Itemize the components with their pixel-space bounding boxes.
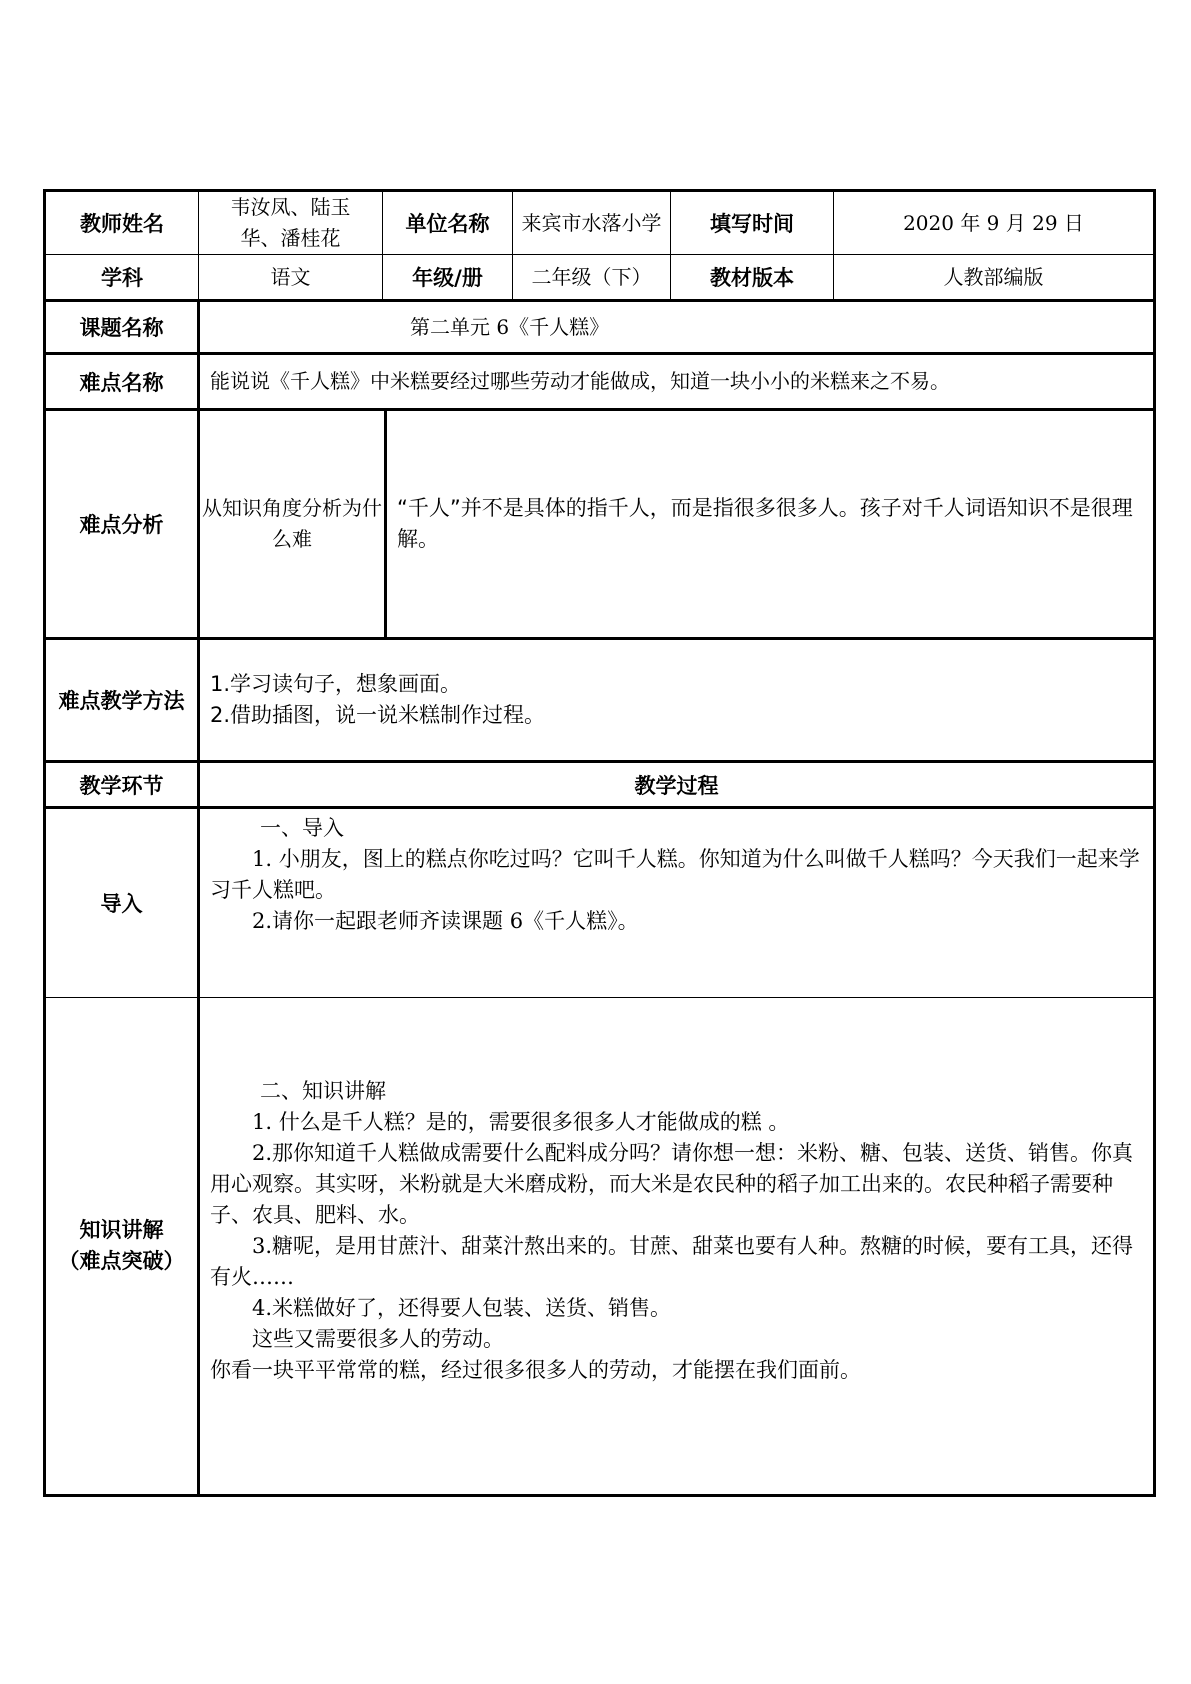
topic-label: 课题名称 — [45, 301, 199, 354]
lesson-plan-table — [43, 189, 1156, 1497]
unit-value: 来宾市水落小学 — [513, 191, 671, 255]
knowledge-title: 二、知识讲解 — [260, 1079, 386, 1103]
intro-paragraph: 2.请你一起跟老师齐读课题 6《千人糕》。 — [252, 909, 639, 933]
grade-value: 二年级（下） — [513, 255, 671, 301]
analysis-label: 难点分析 — [45, 410, 199, 639]
difficulty-value: 能说说《千人糕》中米糕要经过哪些劳动才能做成，知道一块小小的米糕来之不易。 — [199, 354, 1155, 410]
stage-header: 教学环节 — [45, 762, 199, 808]
analysis-cell — [199, 410, 1155, 639]
method-label: 难点教学方法 — [45, 639, 199, 762]
method-line: 1.学习读句子，想象画面。 — [210, 672, 462, 696]
row-analysis — [45, 410, 1155, 639]
date-label: 填写时间 — [671, 191, 834, 255]
date-value: 2020 年 9 月 29 日 — [834, 191, 1155, 255]
subject-value: 语文 — [199, 255, 383, 301]
row-difficulty — [45, 354, 1155, 410]
row-intro — [45, 808, 1155, 998]
edition-label: 教材版本 — [671, 255, 834, 301]
intro-paragraph: 1. 小朋友，图上的糕点你吃过吗？它叫千人糕。你知道为什么叫做千人糕吗？今天我们一起来学习千人糕吧。 — [210, 847, 1140, 902]
knowledge-content — [199, 998, 1155, 1496]
process-header: 教学过程 — [199, 762, 1155, 808]
knowledge-label-line2: （难点突破） — [58, 1249, 185, 1273]
knowledge-paragraph: 3.糖呢，是用甘蔗汁、甜菜汁熬出来的。甘蔗、甜菜也要有人种。熬糖的时候，要有工具，还得有火…… — [210, 1234, 1134, 1289]
knowledge-paragraph: 1. 什么是千人糕？是的，需要很多很多人才能做成的糕 。 — [252, 1110, 790, 1134]
unit-label: 单位名称 — [383, 191, 513, 255]
row-knowledge — [45, 998, 1155, 1496]
teacher-value: 韦汝凤、陆玉华、潘桂花 — [199, 191, 383, 255]
knowledge-paragraph: 你看一块平平常常的糕，经过很多很多人的劳动，才能摆在我们面前。 — [210, 1358, 861, 1382]
knowledge-label-line1: 知识讲解 — [79, 1218, 164, 1242]
row-teacher — [45, 191, 1155, 255]
knowledge-paragraph: 4.米糕做好了，还得要人包装、送货、销售。 — [252, 1296, 672, 1320]
intro-title: 一、导入 — [260, 816, 344, 840]
lesson-plan-sheet — [43, 189, 1153, 1497]
analysis-sub-label: 从知识角度分析为什么难 — [200, 411, 387, 637]
topic-value: 第二单元 6《千人糕》 — [199, 301, 1155, 354]
row-method — [45, 639, 1155, 762]
subject-label: 学科 — [45, 255, 199, 301]
teacher-label: 教师姓名 — [45, 191, 199, 255]
knowledge-paragraph: 2.那你知道千人糕做成需要什么配料成分吗？请你想一想：米粉、糖、包装、送货、销售。你真用心观察。其实呀，米粉就是大米磨成粉，而大米是农民种的稻子加工出来的。农民种稻子需要种子、农具、肥料、水。 — [210, 1141, 1134, 1227]
row-subject — [45, 255, 1155, 301]
method-value — [199, 639, 1155, 762]
grade-label: 年级/册 — [383, 255, 513, 301]
intro-label: 导入 — [45, 808, 199, 998]
method-line: 2.借助插图，说一说米糕制作过程。 — [210, 703, 546, 727]
knowledge-label — [45, 998, 199, 1496]
analysis-value: “千人”并不是具体的指千人，而是指很多很多人。孩子对千人词语知识不是很理解。 — [397, 496, 1133, 551]
intro-content — [199, 808, 1155, 998]
knowledge-paragraph: 这些又需要很多人的劳动。 — [252, 1327, 504, 1351]
row-process-header — [45, 762, 1155, 808]
row-topic — [45, 301, 1155, 354]
difficulty-label: 难点名称 — [45, 354, 199, 410]
edition-value: 人教部编版 — [834, 255, 1155, 301]
